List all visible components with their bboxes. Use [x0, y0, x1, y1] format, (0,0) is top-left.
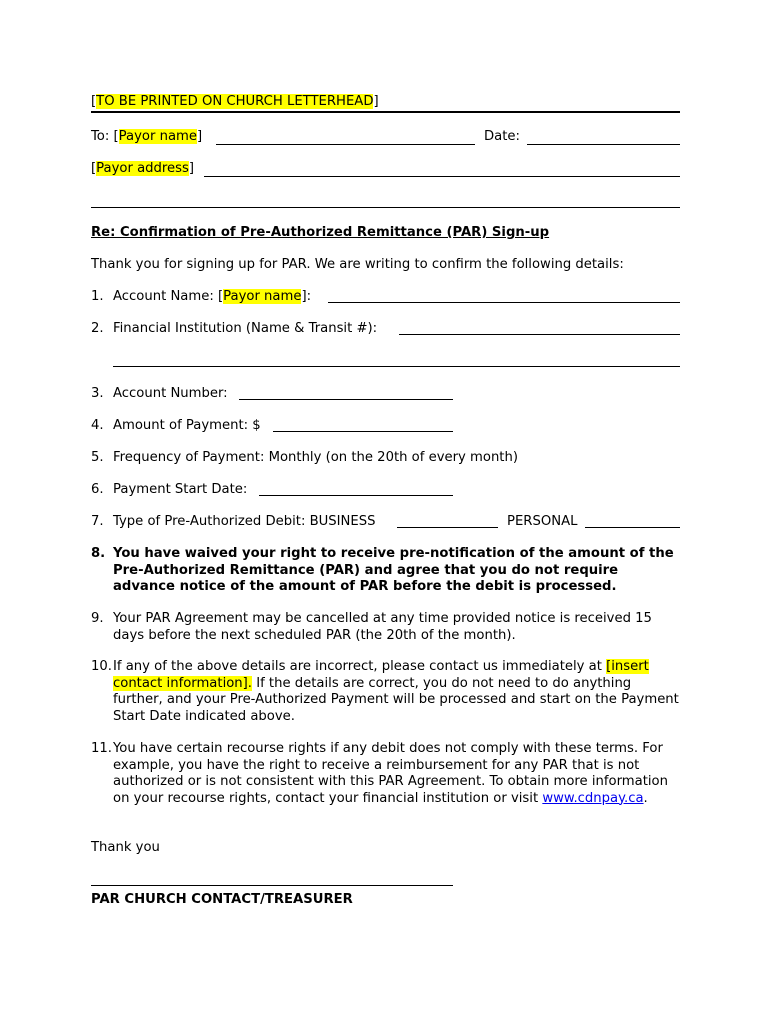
- subject-line: Re: Confirmation of Pre-Authorized Remittance (PAR) Sign-up: [91, 225, 550, 240]
- date-blank-line[interactable]: [527, 144, 680, 145]
- letterhead-note: [TO BE PRINTED ON CHURCH LETTERHEAD]: [91, 94, 379, 109]
- header-rule: [91, 111, 680, 113]
- list-item-amount-of-payment: 4. Amount of Payment: $: [91, 418, 261, 433]
- financial-institution-blank-line-1[interactable]: [399, 334, 680, 335]
- closing-text: Thank you: [91, 840, 160, 855]
- list-item-debit-type: 7. Type of Pre-Authorized Debit: BUSINESS: [91, 514, 376, 529]
- list-number-8: 8.: [91, 546, 106, 561]
- to-line: To: [Payor name]: [91, 129, 203, 144]
- payor-address-placeholder: Payor address: [96, 161, 189, 176]
- list-item-account-name: 1. Account Name: [Payor name]:: [91, 289, 312, 304]
- personal-blank-line[interactable]: [585, 527, 680, 528]
- amount-blank-line[interactable]: [273, 431, 453, 432]
- letterhead-highlight: TO BE PRINTED ON CHURCH LETTERHEAD: [96, 94, 374, 109]
- payor-name-placeholder: Payor name: [118, 129, 197, 144]
- account-number-blank-line[interactable]: [239, 399, 453, 400]
- contact-info-placeholder: [insert contact information].: [113, 659, 649, 691]
- personal-label: PERSONAL: [507, 514, 578, 529]
- list-item-incorrect-details: If any of the above details are incorrect, please contact us immediately at [insert contact information]. If the details are correct, you do not need to do anything further, and your Pre-Authorized Payment will be processed and start on the Payment Start Date indicated above.: [113, 659, 679, 724]
- list-number-9: 9.: [91, 611, 104, 626]
- list-item-cancellation: Your PAR Agreement may be cancelled at any time provided notice is received 15 days before the next scheduled PAR (the 20th of the month).: [113, 611, 652, 643]
- address-line: [Payor address]: [91, 161, 195, 176]
- payor-name-placeholder: Payor name: [223, 289, 302, 304]
- list-item-financial-institution: 2. Financial Institution (Name & Transit #):: [91, 321, 378, 336]
- list-number-11: 11.: [91, 741, 112, 756]
- signature-label: PAR CHURCH CONTACT/TREASURER: [91, 892, 353, 907]
- to-blank-line[interactable]: [216, 144, 475, 145]
- list-number-10: 10.: [91, 659, 112, 674]
- signature-line[interactable]: [91, 885, 453, 886]
- list-item-start-date: 6. Payment Start Date:: [91, 482, 248, 497]
- list-item-recourse-rights: You have certain recourse rights if any debit does not comply with these terms. For example, you have the right to receive a reimbursement for any PAR that is not authorized or is not consistent with this PAR Agreement. To obtain more information on your recourse rights, contact your financial institution or visit www.cdnpay.ca.: [113, 741, 668, 806]
- list-item-waiver: You have waived your right to receive pre-notification of the amount of the Pre-Authorized Remittance (PAR) and agree that you do not require advance notice of the amount of PAR before the debit is processed.: [113, 546, 674, 594]
- start-date-blank-line[interactable]: [259, 495, 453, 496]
- account-name-blank-line[interactable]: [328, 302, 680, 303]
- list-item-frequency: 5. Frequency of Payment: Monthly (on the 20th of every month): [91, 450, 518, 465]
- intro-text: Thank you for signing up for PAR. We are writing to confirm the following details:: [91, 257, 624, 272]
- address-blank-line-2[interactable]: [91, 207, 680, 208]
- cdnpay-link[interactable]: www.cdnpay.ca: [542, 790, 644, 806]
- financial-institution-blank-line-2[interactable]: [113, 366, 680, 367]
- list-item-account-number: 3. Account Number:: [91, 386, 228, 401]
- address-blank-line-1[interactable]: [204, 176, 680, 177]
- business-blank-line[interactable]: [397, 527, 498, 528]
- date-label: Date:: [484, 129, 520, 144]
